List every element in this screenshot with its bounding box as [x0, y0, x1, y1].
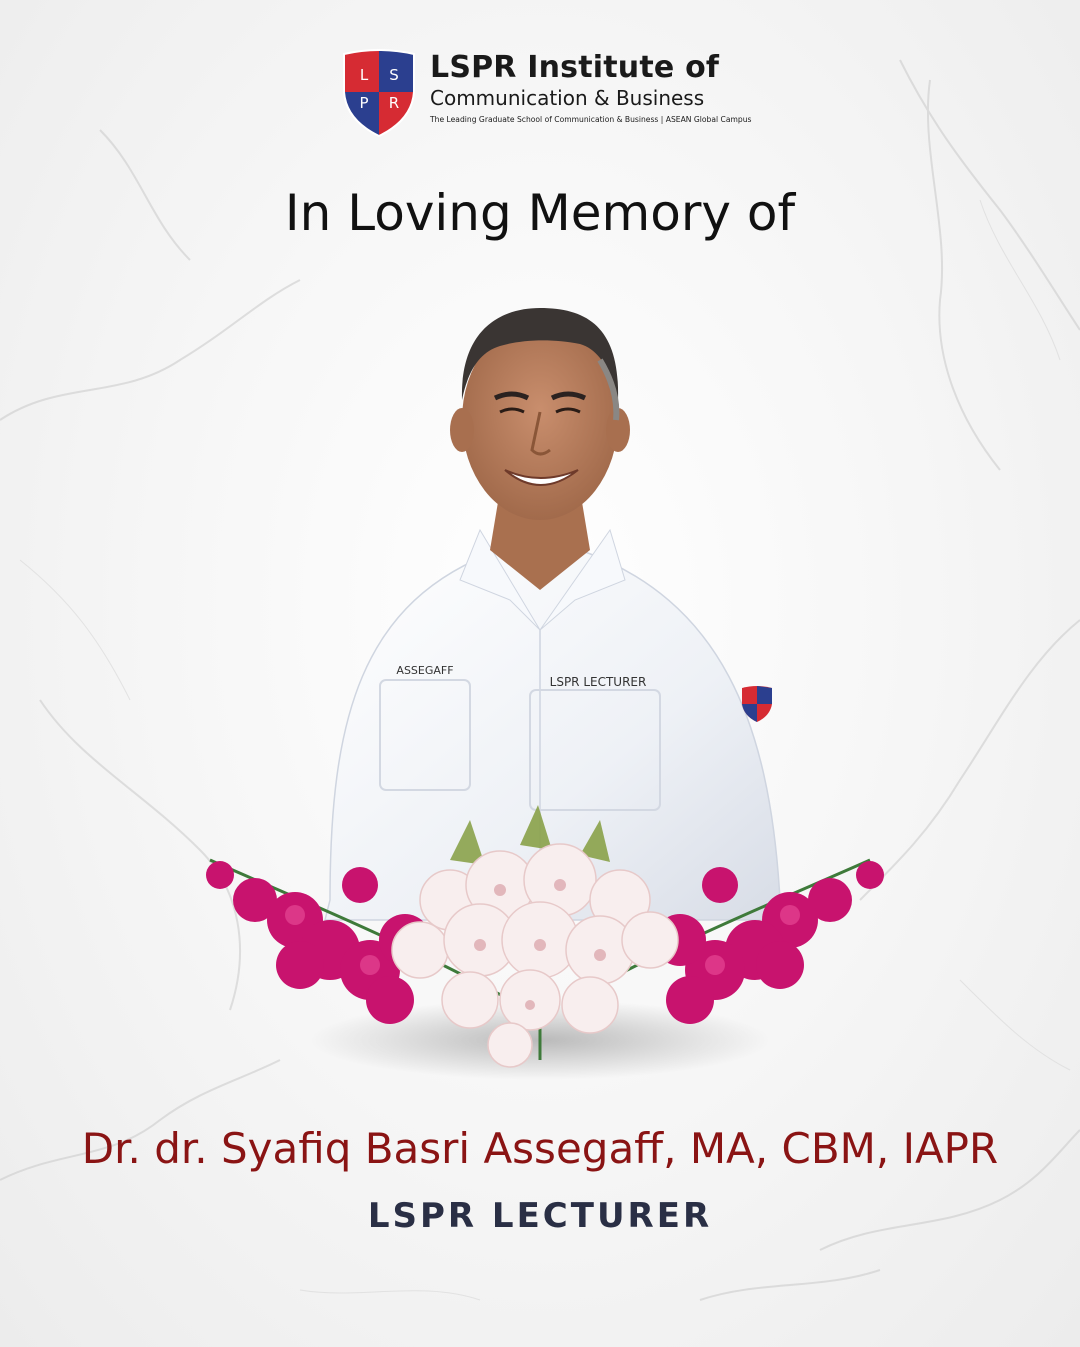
logo-title: LSPR Institute of	[430, 50, 720, 85]
shield-letter-p: P	[359, 94, 369, 112]
portrait-photo	[180, 300, 900, 1090]
logo-text	[430, 50, 760, 128]
shield-letter-l: L	[359, 66, 369, 84]
shield-letter-s: S	[389, 66, 399, 84]
shield-letter-r: R	[388, 94, 400, 112]
deceased-role: LSPR LECTURER	[367, 1196, 713, 1236]
logo-tagline: The Leading Graduate School of Communication & Business | ASEAN Global Campus	[430, 115, 752, 124]
lspr-shield-icon	[340, 48, 418, 138]
logo-subtitle: Communication & Business	[430, 86, 705, 110]
lspr-logo	[340, 48, 760, 140]
pocket-label-tag: LSPR LECTURER	[549, 675, 647, 689]
memorial-heading: In Loving Memory of	[284, 184, 796, 242]
deceased-name: Dr. dr. Syafiq Basri Assegaff, MA, CBM, IAPR	[81, 1124, 999, 1173]
pocket-name-tag: ASSEGAFF	[396, 664, 454, 677]
